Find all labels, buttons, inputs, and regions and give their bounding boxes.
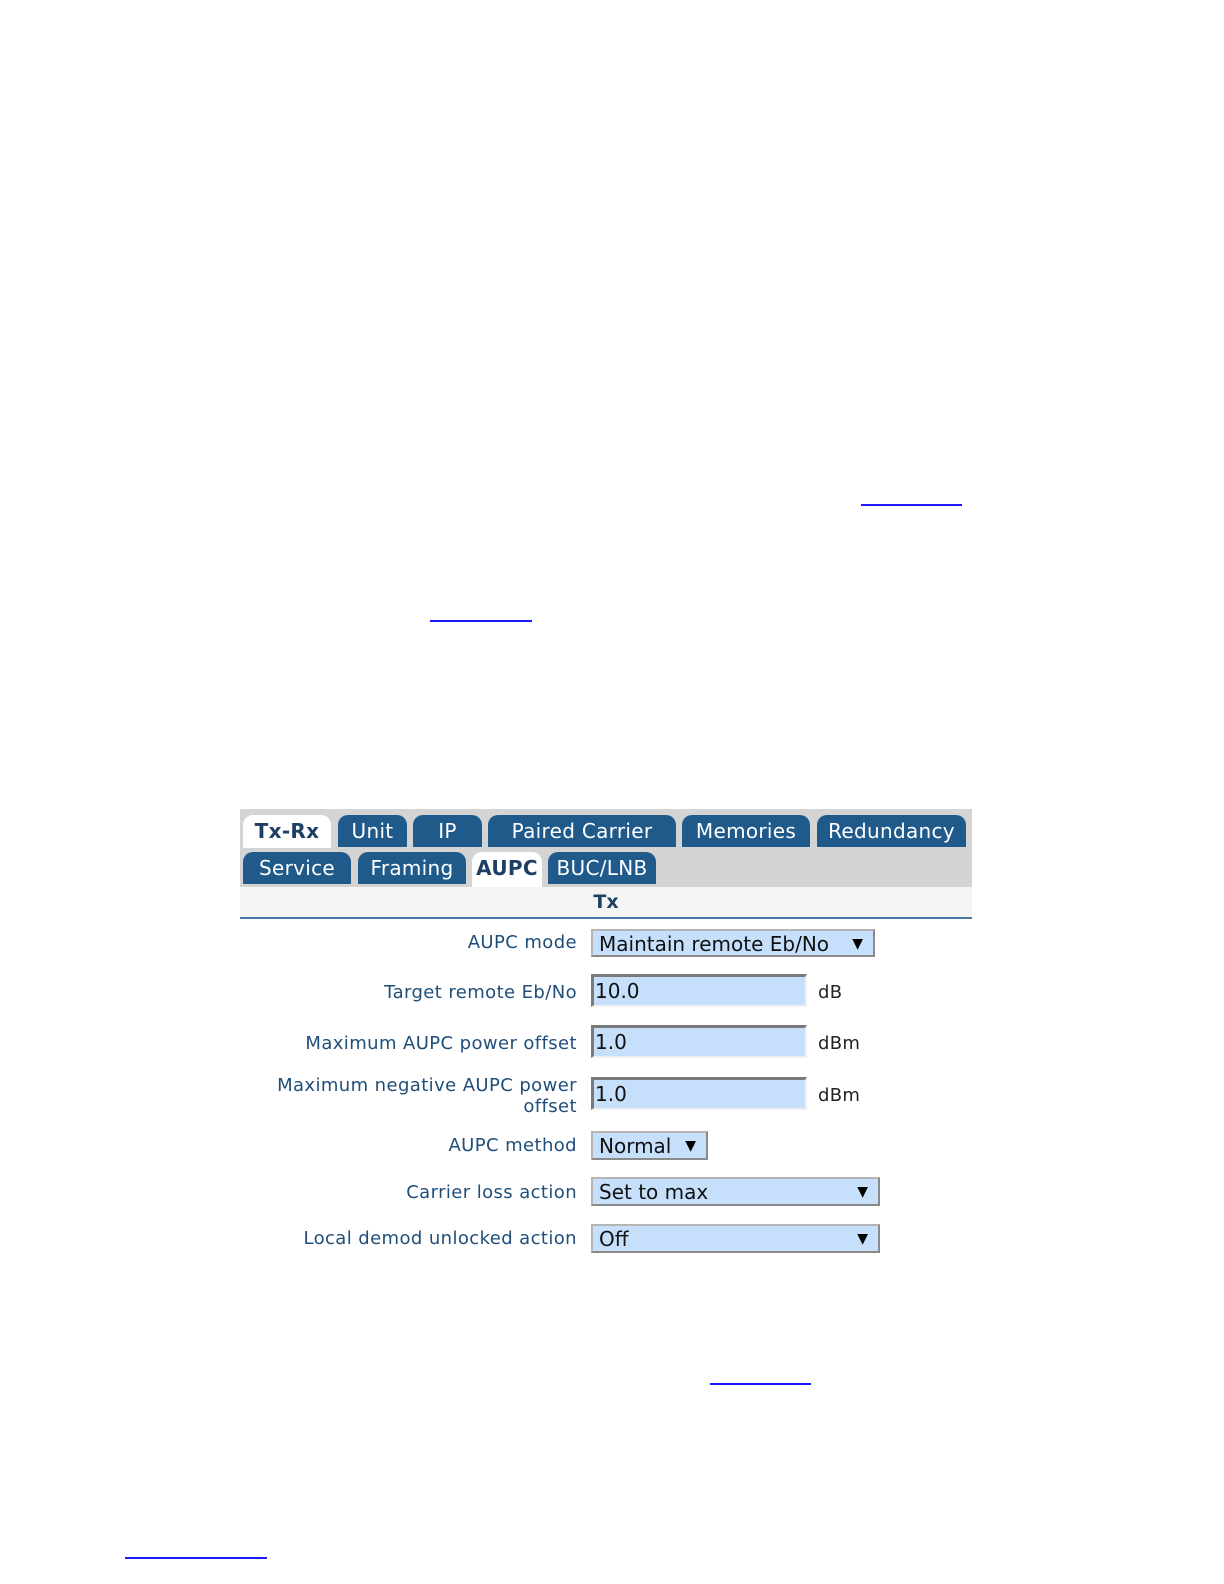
target-remote-ebno-unit: dB [818,982,843,1003]
carrier-loss-action-select[interactable] [591,1177,880,1206]
max-aupc-power-offset-input[interactable] [591,1025,807,1058]
max-negative-aupc-power-offset-label [277,1075,577,1117]
tab-service[interactable]: Service [243,852,351,884]
max-negative-aupc-power-offset-label-line2: offset [523,1096,577,1117]
tab-row-primary [240,809,972,848]
tab-row-secondary [240,848,972,887]
max-aupc-power-offset-unit: dBm [818,1033,861,1054]
tab-buc-lnb[interactable]: BUC/LNB [548,852,656,884]
carrier-loss-action-value: Set to max [599,1180,709,1204]
target-remote-ebno-input[interactable] [591,974,807,1007]
local-demod-unlocked-action-select[interactable] [591,1224,880,1253]
aupc-method-select[interactable] [591,1131,708,1160]
tab-paired-carrier[interactable]: Paired Carrier [488,815,676,847]
max-negative-aupc-power-offset-label-line1: Maximum negative AUPC power [277,1075,577,1096]
max-negative-aupc-power-offset-unit: dBm [818,1085,861,1106]
tab-framing[interactable]: Framing [358,852,466,884]
tab-aupc[interactable]: AUPC [472,852,542,887]
tab-ip[interactable]: IP [413,815,482,847]
aupc-method-value: Normal [599,1134,672,1158]
chevron-down-icon: ▼ [685,1138,696,1154]
tab-redundancy[interactable]: Redundancy [817,815,966,847]
link-underline-4[interactable] [125,1557,267,1559]
chevron-down-icon: ▼ [857,1184,868,1200]
aupc-mode-label: AUPC mode [467,932,577,953]
link-underline-3[interactable] [710,1383,811,1385]
max-negative-aupc-power-offset-input[interactable] [591,1077,807,1110]
carrier-loss-action-label: Carrier loss action [406,1182,577,1203]
tab-unit[interactable]: Unit [338,815,407,847]
link-underline-2[interactable] [430,620,532,622]
link-underline-1[interactable] [861,504,962,506]
aupc-method-label: AUPC method [448,1135,577,1156]
chevron-down-icon: ▼ [852,936,863,952]
max-aupc-power-offset-label: Maximum AUPC power offset [305,1033,577,1054]
target-remote-ebno-label: Target remote Eb/No [384,982,577,1003]
local-demod-unlocked-action-value: Off [599,1227,629,1251]
local-demod-unlocked-action-label: Local demod unlocked action [303,1228,577,1249]
tab-memories[interactable]: Memories [682,815,810,847]
aupc-mode-select[interactable] [591,929,875,957]
chevron-down-icon: ▼ [857,1231,868,1247]
tab-tx-rx[interactable]: Tx-Rx [243,815,331,848]
aupc-configuration-panel [240,809,972,1271]
aupc-mode-value: Maintain remote Eb/No [599,932,830,956]
section-header-tx: Tx [240,887,972,919]
